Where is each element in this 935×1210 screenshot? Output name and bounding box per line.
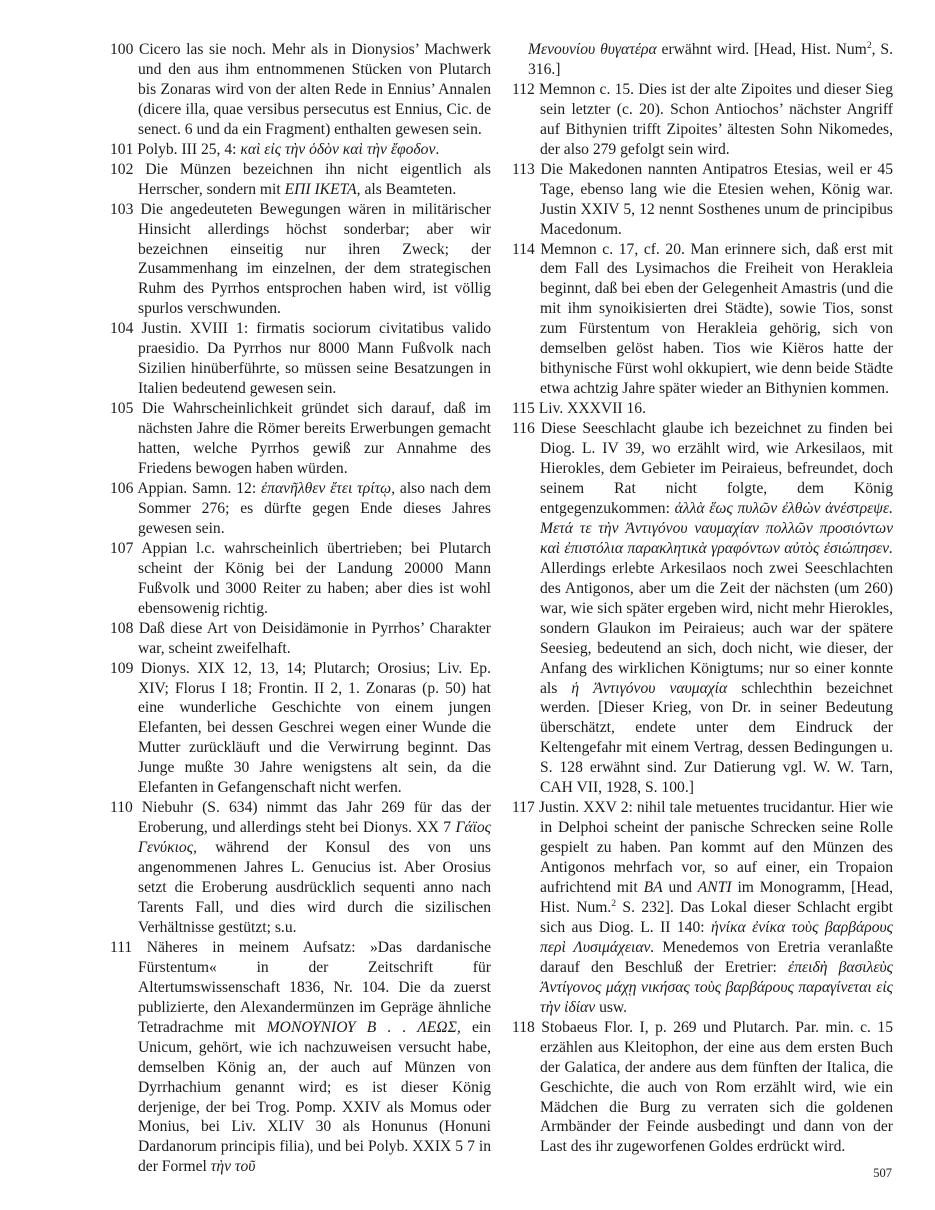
- footnote-113: 113 Die Makedonen nannten Antipatros Etesias, weil er 45 Tage, ebenso lang wie die Etesien wehen, König war. Justin XXIV 5, 12 nennt Sosthenes unum de principibus Macedonum.: [512, 160, 893, 238]
- footnote-111: 111 Näheres in meinem Aufsatz: »Das dardanische Fürstentum« in der Zeitschrift für Altertumswissenschaft 1836, Nr. 104. Die da zuerst publizierte, den Alexandermünzen im Gepräge ähnliche Tetradrachme mit ΜΟΝΟΥΝΙΟΥ Β . . ΛΕΩΣ, ein Unicum, gehört, wie ich nachzuweisen versucht habe, demselben König an, der auch auf Münzen von Dyrrhachium genannt wird; es ist dieser König derjenige, der bei Trog. Pomp. XXIV als Momus oder Monius, bei Liv. XLIV 30 als Honunus (Honuni Dardanorum principis filia), und bei Polyb. XXIX 5 7 in der Formel τὴν τοῦ: [110, 938, 492, 1176]
- footnote-108: 108 Daß diese Art von Deisidämonie in Pyrrhos’ Charakter war, scheint zweifelhaft.: [110, 619, 491, 657]
- footnote-111-continued: Μενουνίου θυγατέρα erwähnt wird. [Head, Hist. Num$^2$, S. 316.]: [528, 39, 893, 78]
- footnote-115: 115 Liv. XXXVII 16.: [512, 400, 646, 418]
- footnote-118: 118 Stobaeus Flor. I, p. 269 und Plutarch. Par. min. c. 15 erzählen aus Kleitophon, der eine aus dem ersten Buch der Galatica, der andere aus dem fünften der Italica, die Geschichte, die auch von Rom erzählt wird, wie ein Mädchen die Burg zu verraten sich die goldenen Armbänder der Feinde ausbedingt und dann von der Last des ihr zugeworfenen Goldes erdrückt wird.: [512, 1018, 893, 1156]
- footnote-117: 117 Justin. XXV 2: nihil tale metuentes trucidantur. Hier wie in Delphoi scheint der panische Schrecken seine Rolle gespielt zu haben. Pan kommt auf den Münzen des Antigonos mehrfach vor, so auf einer, ein Tropaion aufrichtend mit ΒΑ und ΑΝΤΙ im Monogramm, [Head, Hist. Num.$^2$ S. 232]. Das Lokal dieser Schlacht ergibt sich aus Diog. L. II 140: ἡνίκα ἐνίκα τοὺς βαρβάρους περὶ Λυσιμάχειαν. Menedemos von Eretria veranlaßte darauf den Beschluß der Eretrier: ἐπειδὴ βασιλεὺς Ἀντίγονος μάχῃ νικήσας τοὺς βαρβάρους παραγίνεται εἰς τὴν ἰδίαν usw.: [512, 799, 893, 1016]
- page-number: 507: [873, 1166, 892, 1180]
- footnote-112: 112 Memnon c. 15. Dies ist der alte Zipoites und dieser Sieg sein letzter (c. 20). Schon Antiochos’ nächster Angriff auf Bithynien trifft Zipoites’ ältesten Sohn Nikomedes, der also 279 gefolgt sein wird.: [512, 80, 893, 158]
- footnote-105: 105 Die Wahrscheinlichkeit gründet sich darauf, daß im nächsten Jahre die Römer bereits Erwerbungen gemacht hatten, welche Pyrrhos gewiß zur Annahme des Friedens bewogen haben würden.: [110, 400, 491, 478]
- footnote-100: 100 Cicero las sie noch. Mehr als in Dionysios’ Machwerk und den aus ihm entnommenen Stücken von Plutarch bis Zonaras wird von der alten Rede in Ennius’ Annalen (dicere illa, quae versibus persecutus est Ennius, Cic. de senect. 6 und da ein Fragment) enthalten gewesen sein.: [110, 41, 491, 138]
- footnote-107: 107 Appian l.c. wahrscheinlich übertrieben; bei Plutarch scheint der König bei der Landung 20000 Mann Fußvolk und 3000 Reiter zu haben; aber dies ist wohl ebensowenig richtig.: [110, 539, 491, 617]
- footnote-column-right: [512, 40, 893, 1157]
- footnote-column-left: [110, 40, 491, 1177]
- footnote-106: 106 Appian. Samn. 12: ἐπανῆλθεν ἔτει τρίτῳ, also nach dem Sommer 276; es dürfte gegen Ende dieses Jahres gewesen sein.: [110, 479, 491, 537]
- footnote-114: 114 Memnon c. 17, cf. 20. Man erinnere sich, daß erst mit dem Fall des Lysimachos die Freiheit von Herakleia beginnt, daß bei eben der Gelegenheit Amastris (und die mit ihm synoikisierten drei Städte), sowie Tios, sonst zum Fürstentum von Herakleia gehörig, sich von demselben gelöst haben. Tios wie Kiëros hatte der bithynische Fürst wohl okkupiert, wie denn beide Städte etwa achtzig Jahre später wieder an Bithynien kommen.: [512, 240, 893, 398]
- footnote-103: 103 Die angedeuteten Bewegungen wären in militärischer Hinsicht allerdings höchst sonderbar; aber wir bezeichnen einseitig nur ihren Zweck; der Zusammenhang im einzelnen, der dem strategischen Ruhm des Pyrrhos entsprochen haben wird, ist völlig spurlos verschwunden.: [110, 200, 491, 318]
- footnote-116: 116 Diese Seeschlacht glaube ich bezeichnet zu finden bei Diog. L. IV 39, wo erzählt wird, wie Arkesilaos, mit Hierokles, dem Gebieter im Peiraieus, befreundet, doch seinem Rat nicht folgte, dem König entgegenzukommen: ἀλλὰ ἕως πυλῶν ἐλθὼν ἀνέστρεψε. Μετά τε τὴν Ἀντιγόνου ναυμαχίαν πολλῶν προσιόντων καὶ ἐπιστόλια παρακλητικὰ γραφόντων αὐτὸς ἐσιώπησεν. Allerdings erlebte Arkesilaos noch zwei Seeschlachten des Antigonos, aber um die Zeit der nächsten (um 260) war, wie sich später ergeben wird, nicht mehr Hierokles, sondern Glaukon im Peiraieus; auch war der spätere Seesieg, bedeutend an sich, doch nicht, wie dieser, der Anfang des wirklichen Königtums; nur so einer konnte als ἡ Ἀντιγόνου ναυμαχία schlechthin bezeichnet werden. [Dieser Krieg, von Dr. in seiner Bedeutung überschätzt, endete unter dem Eindruck der Keltengefahr mit einem Vertrag, dessen Bedingungen u. S. 128 erwähnt sind. Zur Datierung vgl. W. W. Tarn, CAH VII, 1928, S. 100.]: [512, 420, 893, 797]
- footnote-104: 104 Justin. XVIII 1: firmatis sociorum civitatibus valido praesidio. Da Pyrrhos nur 8000 Mann Fußvolk nach Sizilien hinüberführte, so müssen seine Besatzungen in Italien bedeutend gewesen sein.: [110, 320, 491, 398]
- footnote-102: 102 Die Münzen bezeichnen ihn nicht eigentlich als Herrscher, sondern mit ΕΠΙ ΙΚΕΤΑ, als Beamteten.: [110, 160, 491, 198]
- footnote-110: 110 Niebuhr (S. 634) nimmt das Jahr 269 für das der Eroberung, und allerdings steht bei Dionys. XX 7 Γάϊος Γενύκιος, während der Konsul des von uns angenommenen Jahres L. Genucius ist. Aber Orosius setzt die Eroberung ausdrücklich sequenti anno nach Tarents Fall, und dies wird durch die sizilischen Verhältnisse gestützt; s.u.: [110, 799, 491, 936]
- footnote-109: 109 Dionys. XIX 12, 13, 14; Plutarch; Orosius; Liv. Ep. XIV; Florus I 18; Frontin. II 2, 1. Zonaras (p. 50) hat eine wunderliche Geschichte von einem jungen Elefanten, bei dessen Geschrei wegen einer Wunde die Mutter zurückläuft und die Verwirrung beginnt. Das Junge mußte 30 Jahre wenigstens alt sein, da die Elefanten in Gefangenschaft nicht werfen.: [110, 659, 491, 797]
- footnote-101: 101 Polyb. III 25, 4: καὶ εἰς τὴν ὁδὸν καὶ τὴν ἔφοδον.: [110, 140, 440, 158]
